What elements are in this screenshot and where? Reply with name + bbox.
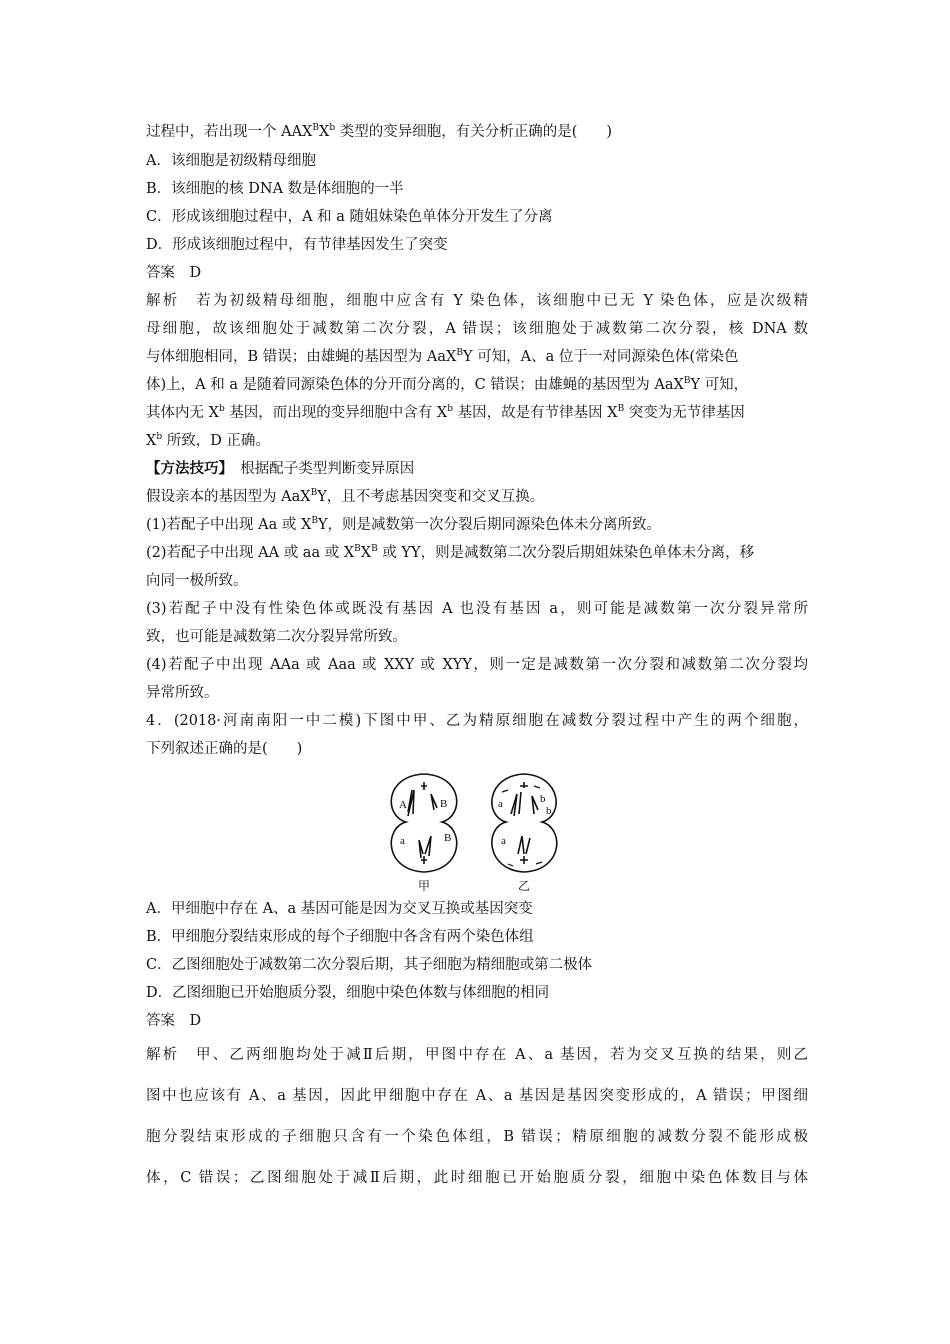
q4-explanation-line: 胞分裂结束形成的子细胞只含有一个染色体组，B 错误；精原细胞的减数分裂不能形成极 [146, 1129, 808, 1145]
q4-option-c: C．乙图细胞处于减数第二次分裂后期，其子细胞为精细胞或第二极体 [146, 957, 593, 973]
cell-division-figure [384, 764, 574, 894]
method-line: (3)若配子中没有性染色体或既没有基因 A 也没有基因 a，则可能是减数第一次分裂异常所 [146, 601, 808, 617]
gene-label: A [399, 799, 407, 811]
q3-option-b: B．该细胞的核 DNA 数是体细胞的一半 [146, 181, 404, 197]
q4-explanation-line: 解析 甲、乙两细胞均处于减Ⅱ后期，甲图中存在 A、a 基因，若为交叉互换的结果，则乙 [146, 1047, 808, 1063]
q4-option-b: B．甲细胞分裂结束形成的每个子细胞中各含有两个染色体组 [146, 929, 534, 945]
gene-label: a [400, 835, 405, 847]
method-line: (2)若配子中出现 AA 或 aa 或 $X^BX^B$ 或 YY，则是减数第二次分裂后期姐妹染色单体未分离，移 [146, 544, 755, 561]
method-line: 向同一极所致。 [146, 573, 248, 589]
q3-answer: 答案 D [146, 265, 202, 281]
q3-option-a: A．该细胞是初级精母细胞 [146, 153, 316, 169]
gene-label: b [546, 805, 552, 817]
q3-explanation-line: 与体细胞相同，B 错误；由雄蝇的基因型为 AaX$^B$Y 可知，A、a 位于一对同源染色体(常染色 [146, 348, 739, 365]
q3-explanation-line: 其体内无 $X^b$ 基因，而出现的变异细胞中含有 $X^b$ 基因，故是有节律基因 $X^B$ 突变为无节律基因 [146, 404, 745, 421]
gene-label: B [444, 832, 452, 844]
gene-label: b [540, 793, 546, 805]
q3-explanation-line: $X^b$ 所致，D 正确。 [146, 432, 270, 449]
q4-explanation-line: 体，C 错误；乙图细胞处于减Ⅱ后期，此时细胞已开始胞质分裂，细胞中染色体数目与体 [146, 1170, 808, 1186]
q3-explanation-line: 母细胞，故该细胞处于减数第二次分裂，A 错误；该细胞处于减数第二次分裂，核 DNA 数 [146, 321, 808, 337]
method-line: (1)若配子中出现 Aa 或 $X^BY$，则是减数第一次分裂后期同源染色体未分离所致。 [146, 516, 662, 533]
q4-stem-line: 下列叙述正确的是( ) [146, 741, 303, 757]
method-title: 【方法技巧】 [146, 460, 226, 477]
q3-option-d: D．形成该细胞过程中，有节律基因发生了突变 [146, 237, 448, 253]
q3-option-c: C．形成该细胞过程中，A 和 a 随姐妹染色单体分开发生了分离 [146, 209, 553, 225]
q4-option-a: A．甲细胞中存在 A、a 基因可能是因为交叉互换或基因突变 [146, 901, 533, 917]
q3-explanation-line: 解析 若为初级精母细胞，细胞中应含有 Y 染色体，该细胞中已无 Y 染色体，应是次级精 [146, 293, 808, 309]
method-heading: 【方法技巧】 根据配子类型判断变异原因 [146, 460, 415, 477]
gene-label: B [440, 798, 448, 810]
gene-label: a [498, 798, 503, 810]
q4-answer: 答案 D [146, 1013, 202, 1029]
q4-stem-line: 4．(2018·河南南阳一中二模)下图中甲、乙为精原细胞在减数分裂过程中产生的两个细胞， [146, 713, 808, 729]
figure-label-jia: 甲 [418, 879, 431, 893]
method-line: (4)若配子中出现 AAa 或 Aaa 或 XXY 或 XYY，则一定是减数第一次分裂和减数第二次分裂均 [146, 657, 808, 673]
q4-option-d: D．乙图细胞已开始胞质分裂，细胞中染色体数与体细胞的相同 [146, 985, 550, 1001]
gene-label: a [501, 835, 506, 847]
method-line: 异常所致。 [146, 685, 219, 701]
q3-explanation-line: 体)上，A 和 a 是随着同源染色体的分开而分离的，C 错误；由雄蝇的基因型为 AaX$^B$Y 可知， [146, 376, 749, 393]
figure-label-yi: 乙 [518, 879, 531, 893]
q3-stem: 过程中，若出现一个 $AAX^BX^b$ 类型的变异细胞，有关分析正确的是( ) [146, 123, 613, 140]
method-line: 致，也可能是减数第二次分裂异常所致。 [146, 629, 407, 645]
method-line: 假设亲本的基因型为 AaX$^B$Y，且不考虑基因突变和交叉互换。 [146, 488, 545, 505]
q4-explanation-line: 图中也应该有 A、a 基因，因此甲细胞中存在 A、a 基因是基因突变形成的，A 错误；甲图细 [146, 1088, 808, 1104]
